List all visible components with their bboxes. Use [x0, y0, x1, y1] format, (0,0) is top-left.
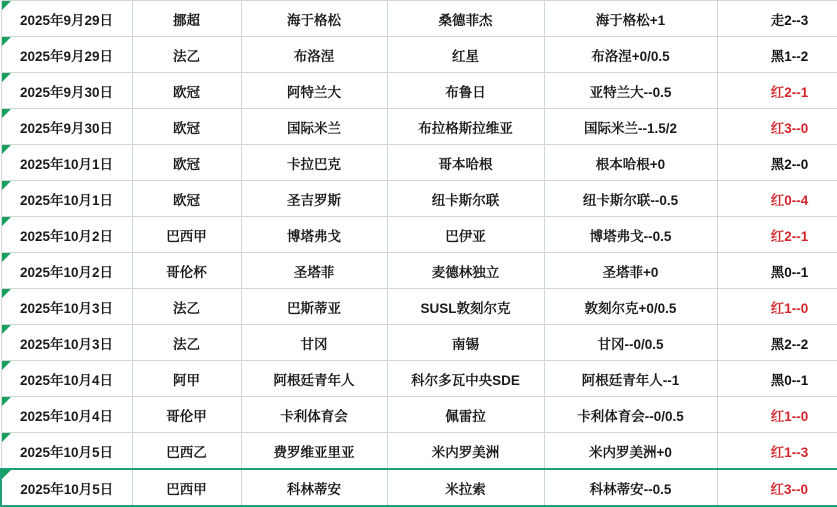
cell-handicap-text: 纽卡斯尔联--0.5	[582, 192, 679, 208]
corner-flag-icon	[2, 397, 11, 406]
cell-away-team-text: 巴伊亚	[445, 228, 486, 244]
cell-home-team-text: 甘冈	[300, 336, 328, 352]
corner-flag-icon	[2, 1, 11, 10]
cell-date	[1, 469, 132, 506]
cell-home-team	[241, 109, 387, 145]
table-row[interactable]	[1, 73, 837, 109]
corner-flag-icon	[2, 181, 11, 190]
table-row[interactable]	[1, 433, 837, 470]
cell-away-team-text: 南锡	[452, 336, 479, 352]
cell-home-team	[241, 1, 387, 37]
cell-home-team	[241, 469, 387, 506]
cell-handicap-text: 海于格松+1	[595, 12, 666, 28]
cell-league-text: 哥伦甲	[166, 408, 207, 424]
cell-home-team-text: 海于格松	[287, 12, 341, 28]
date-text: 2025年10月5日	[20, 481, 114, 497]
date-text: 2025年10月2日	[19, 228, 114, 244]
corner-flag-icon	[2, 217, 11, 226]
cell-home-team-text: 科林蒂安	[287, 481, 341, 497]
corner-flag-icon	[2, 361, 11, 370]
cell-date	[1, 433, 132, 470]
cell-handicap-text: 卡利体育会--0/0.5	[577, 408, 684, 424]
cell-away-team	[387, 37, 544, 73]
table-row[interactable]	[1, 217, 837, 253]
cell-score-text: 红1--3	[770, 444, 809, 460]
cell-score-text: 红1--0	[770, 408, 809, 424]
corner-flag-icon	[2, 73, 11, 82]
cell-handicap-text: 亚特兰大--0.5	[589, 84, 672, 100]
cell-handicap-text: 国际米兰--1.5/2	[583, 120, 678, 136]
cell-date	[1, 361, 132, 397]
cell-league-text: 巴西甲	[166, 228, 207, 244]
cell-league-text: 法乙	[173, 300, 200, 316]
cell-home-team-text: 卡利体育会	[280, 408, 348, 424]
cell-away-team	[387, 469, 544, 506]
cell-home-team	[241, 217, 387, 253]
cell-away-team	[387, 181, 544, 217]
cell-handicap-text: 圣塔菲+0	[602, 264, 659, 280]
cell-handicap	[544, 289, 717, 325]
cell-score-text: 走2--3	[770, 12, 809, 28]
cell-handicap-text: 博塔弗戈--0.5	[589, 228, 672, 244]
cell-handicap	[544, 397, 717, 433]
cell-league	[132, 433, 241, 470]
cell-home-team-text: 费罗维亚里亚	[273, 444, 355, 460]
corner-flag-icon	[2, 433, 11, 442]
cell-league	[132, 1, 241, 37]
cell-score-text: 黑2--0	[770, 156, 809, 172]
cell-handicap-text: 阿根廷青年人--1	[581, 372, 680, 388]
table-row[interactable]	[1, 181, 837, 217]
cell-date	[1, 325, 132, 361]
cell-score-text: 黑2--2	[770, 336, 809, 352]
cell-handicap	[544, 37, 717, 73]
cell-score-text: 黑0--1	[770, 372, 809, 388]
cell-date	[1, 1, 132, 37]
cell-league	[132, 361, 241, 397]
table-row[interactable]	[1, 37, 837, 73]
cell-away-team	[387, 397, 544, 433]
cell-away-team-text: 纽卡斯尔联	[431, 192, 500, 208]
cell-score	[717, 433, 837, 470]
date-text: 2025年10月1日	[19, 156, 114, 172]
cell-league	[132, 469, 241, 506]
cell-away-team	[387, 1, 544, 37]
cell-away-team-text: 哥本哈根	[438, 156, 493, 172]
cell-away-team-text: 米内罗美洲	[431, 444, 500, 460]
cell-away-team	[387, 73, 544, 109]
cell-home-team	[241, 433, 387, 470]
cell-league	[132, 37, 241, 73]
table-row[interactable]	[1, 361, 837, 397]
cell-home-team-text: 阿根廷青年人	[273, 372, 355, 388]
cell-home-team-text: 布洛涅	[293, 48, 335, 64]
table-row[interactable]	[1, 145, 837, 181]
cell-home-team	[241, 397, 387, 433]
cell-home-team	[241, 253, 387, 289]
cell-away-team	[387, 361, 544, 397]
cell-league	[132, 73, 241, 109]
cell-score	[717, 145, 837, 181]
cell-home-team-text: 卡拉巴克	[287, 156, 341, 172]
cell-away-team-text: SUSL敦刻尔克	[420, 300, 511, 316]
cell-home-team-text: 国际米兰	[287, 120, 341, 136]
cell-handicap	[544, 325, 717, 361]
cell-home-team	[241, 325, 387, 361]
cell-home-team-text: 圣吉罗斯	[287, 192, 341, 208]
cell-date	[1, 181, 132, 217]
cell-away-team	[387, 253, 544, 289]
table-row[interactable]	[1, 325, 837, 361]
cell-date	[1, 145, 132, 181]
cell-handicap	[544, 217, 717, 253]
cell-league-text: 欧冠	[173, 192, 200, 208]
table-row[interactable]	[1, 253, 837, 289]
cell-league	[132, 325, 241, 361]
cell-home-team-text: 巴斯蒂亚	[287, 300, 341, 316]
cell-date	[1, 397, 132, 433]
cell-away-team-text: 红星	[452, 48, 479, 64]
cell-handicap-text: 根本哈根+0	[595, 156, 666, 172]
cell-away-team-text: 科尔多瓦中央SDE	[411, 372, 520, 388]
cell-score-text: 黑1--2	[770, 48, 809, 64]
cell-handicap	[544, 109, 717, 145]
table-row[interactable]	[1, 397, 837, 433]
cell-score	[717, 325, 837, 361]
cell-home-team-text: 博塔弗戈	[287, 228, 341, 244]
cell-score-text: 红2--1	[770, 84, 809, 100]
cell-handicap	[544, 1, 717, 37]
cell-league-text: 欧冠	[173, 84, 200, 100]
cell-handicap	[544, 361, 717, 397]
cell-score-text: 红0--4	[770, 192, 809, 208]
cell-league	[132, 253, 241, 289]
cell-league-text: 欧冠	[173, 120, 200, 136]
cell-date	[1, 253, 132, 289]
cell-home-team	[241, 145, 387, 181]
cell-score-text: 红1--0	[770, 300, 809, 316]
date-text: 2025年10月5日	[19, 444, 114, 460]
cell-date	[1, 109, 132, 145]
date-text: 2025年10月3日	[19, 300, 114, 316]
cell-league	[132, 217, 241, 253]
date-text: 2025年10月1日	[19, 192, 114, 208]
table-row[interactable]	[1, 109, 837, 145]
cell-home-team	[241, 37, 387, 73]
cell-score	[717, 217, 837, 253]
cell-handicap	[544, 433, 717, 470]
date-text: 2025年9月29日	[19, 12, 114, 28]
cell-handicap-text: 科林蒂安--0.5	[589, 481, 672, 497]
cell-handicap-text: 甘冈--0/0.5	[597, 336, 664, 352]
cell-league	[132, 109, 241, 145]
cell-score-text: 黑0--1	[770, 264, 809, 280]
corner-flag-icon	[2, 253, 11, 262]
date-text: 2025年10月2日	[19, 264, 114, 280]
cell-away-team-text: 米拉索	[445, 481, 486, 497]
cell-league-text: 法乙	[173, 48, 200, 64]
cell-league-text: 巴西乙	[166, 444, 207, 460]
date-text: 2025年9月30日	[19, 84, 114, 100]
cell-league-text: 巴西甲	[166, 481, 207, 497]
corner-flag-icon	[2, 145, 11, 154]
date-text: 2025年10月3日	[19, 336, 114, 352]
cell-home-team-text: 阿特兰大	[287, 84, 341, 100]
cell-score	[717, 289, 837, 325]
cell-league-text: 哥伦杯	[166, 264, 207, 280]
table-row[interactable]	[1, 289, 837, 325]
cell-date	[1, 73, 132, 109]
cell-handicap	[544, 145, 717, 181]
cell-score	[717, 361, 837, 397]
cell-handicap	[544, 181, 717, 217]
cell-home-team	[241, 289, 387, 325]
cell-score	[717, 37, 837, 73]
corner-flag-icon	[2, 325, 11, 334]
cell-handicap	[544, 253, 717, 289]
cell-away-team	[387, 145, 544, 181]
cell-league-text: 法乙	[173, 336, 200, 352]
cell-score	[717, 1, 837, 37]
cell-home-team	[241, 73, 387, 109]
cell-handicap-text: 布洛涅+0/0.5	[591, 48, 670, 64]
cell-away-team-text: 布鲁日	[445, 84, 486, 100]
cell-home-team	[241, 361, 387, 397]
table-row[interactable]	[1, 469, 837, 506]
cell-away-team-text: 布拉格斯拉维亚	[418, 120, 513, 136]
cell-score-text: 红2--1	[770, 228, 809, 244]
cell-league	[132, 289, 241, 325]
date-text: 2025年9月30日	[19, 120, 114, 136]
corner-flag-icon	[2, 109, 11, 118]
cell-away-team	[387, 217, 544, 253]
date-text: 2025年9月29日	[19, 48, 114, 64]
cell-league	[132, 181, 241, 217]
table-row[interactable]	[1, 1, 837, 37]
cell-away-team	[387, 325, 544, 361]
cell-score-text: 红3--0	[770, 120, 809, 136]
cell-home-team-text: 圣塔菲	[293, 264, 335, 280]
corner-flag-icon	[2, 470, 11, 479]
cell-score-text: 红3--0	[770, 481, 808, 497]
cell-league-text: 阿甲	[173, 372, 200, 388]
cell-date	[1, 217, 132, 253]
cell-handicap-text: 米内罗美洲+0	[589, 444, 672, 460]
cell-date	[1, 289, 132, 325]
cell-score	[717, 397, 837, 433]
cell-score	[717, 181, 837, 217]
cell-league	[132, 145, 241, 181]
corner-flag-icon	[2, 37, 11, 46]
cell-score	[717, 109, 837, 145]
cell-away-team-text: 桑德菲杰	[438, 12, 493, 28]
cell-date	[1, 37, 132, 73]
cell-away-team-text: 佩雷拉	[445, 408, 486, 424]
corner-flag-icon	[2, 289, 11, 298]
cell-home-team	[241, 181, 387, 217]
cell-away-team	[387, 109, 544, 145]
cell-score	[717, 253, 837, 289]
cell-score	[717, 73, 837, 109]
cell-league	[132, 397, 241, 433]
date-text: 2025年10月4日	[19, 372, 114, 388]
cell-away-team	[387, 433, 544, 470]
table-body	[1, 1, 837, 507]
cell-away-team	[387, 289, 544, 325]
cell-away-team-text: 麦德林独立	[431, 264, 500, 280]
cell-handicap	[544, 73, 717, 109]
cell-handicap-text: 敦刻尔克+0/0.5	[584, 300, 677, 316]
cell-score	[717, 469, 837, 506]
date-text: 2025年10月4日	[19, 408, 114, 424]
cell-handicap	[544, 469, 717, 506]
cell-league-text: 欧冠	[173, 156, 200, 172]
cell-league-text: 挪超	[173, 12, 200, 28]
